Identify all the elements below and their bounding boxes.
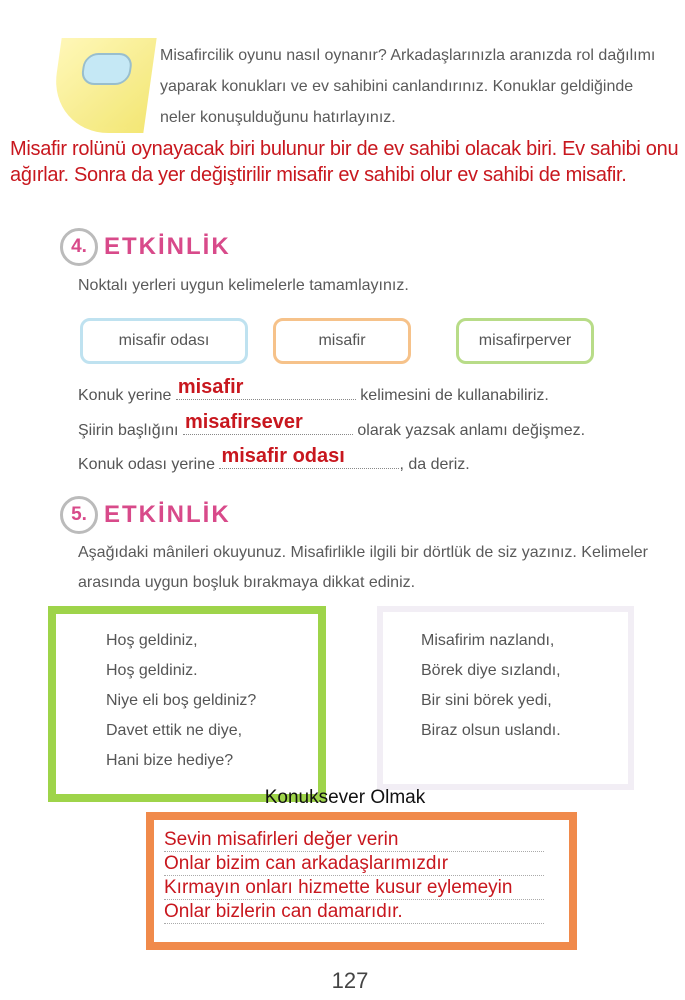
activity-5-header [60, 496, 231, 534]
answer-fill: misafir odası [221, 445, 345, 467]
sentence: Konuk odası yerine misafir odası , da deriz. [78, 445, 470, 473]
activity-4-instruction: Noktalı yerleri uygun kelimelerle tamamlayınız. [78, 277, 409, 294]
activity-number: 5. [60, 496, 98, 534]
activity-4-header [60, 228, 231, 266]
poem-box-lilac: Misafirim nazlandı, Börek diye sızlandı, Bir sini börek yedi, Biraz olsun uslandı. [377, 606, 634, 790]
page-number: 127 [331, 968, 369, 993]
answer-fill: misafirsever [184, 411, 303, 433]
activity-label: ETKİNLİK [104, 501, 231, 528]
activity-number: 4. [60, 228, 98, 266]
activity-5-instruction: Aşağıdaki mânileri okuyunuz. Misafirlikle ilgili bir dörtlük de siz yazınız. Kelimeler arasında uygun boşluk bırakmaya dikkat ediniz. [78, 544, 648, 591]
intro-question: Misafircilik oyunu nasıl oynanır? Arkadaşlarınızla aranızda rol dağılımı yaparak konukları ve ev sahibini canlandırınız. Konuklar geldiğinde neler konuşulduğunu hatırlayınız. [160, 47, 656, 126]
answer-fill: misafir [177, 376, 244, 398]
word-box: misafir [273, 318, 411, 364]
word-box: misafir odası [80, 318, 248, 364]
activity-label: ETKİNLİK [104, 233, 231, 260]
poem-title: Konuksever Olmak [264, 787, 426, 808]
student-poem-box: Sevin misafirleri değer verin Onlar bizim can arkadaşlarımızdır Kırmayın onları hizmette kusur eylemeyin Onlar bizlerin can damarıdır. [146, 812, 577, 950]
poem-box-green: Hoş geldiniz, Hoş geldiniz. Niye eli boş geldiniz? Davet ettik ne diye, Hani bize hediye? [48, 606, 326, 802]
sentence: Şiirin başlığını misafirsever olarak yazsak anlamı değişmez. [78, 411, 586, 439]
caterpillar-illustration [48, 38, 156, 133]
handwritten-answer: Misafir rolünü oynayacak biri bulunur bir de ev sahibi olacak biri. Ev sahibi onu ağırlar. Sonra da yer değiştirilir misafir ev sahibi olur ev sahibi de misafir. [10, 138, 679, 186]
word-box: misafirperver [456, 318, 594, 364]
sentence: Konuk yerine misafir kelimesini de kullanabiliriz. [78, 376, 549, 404]
